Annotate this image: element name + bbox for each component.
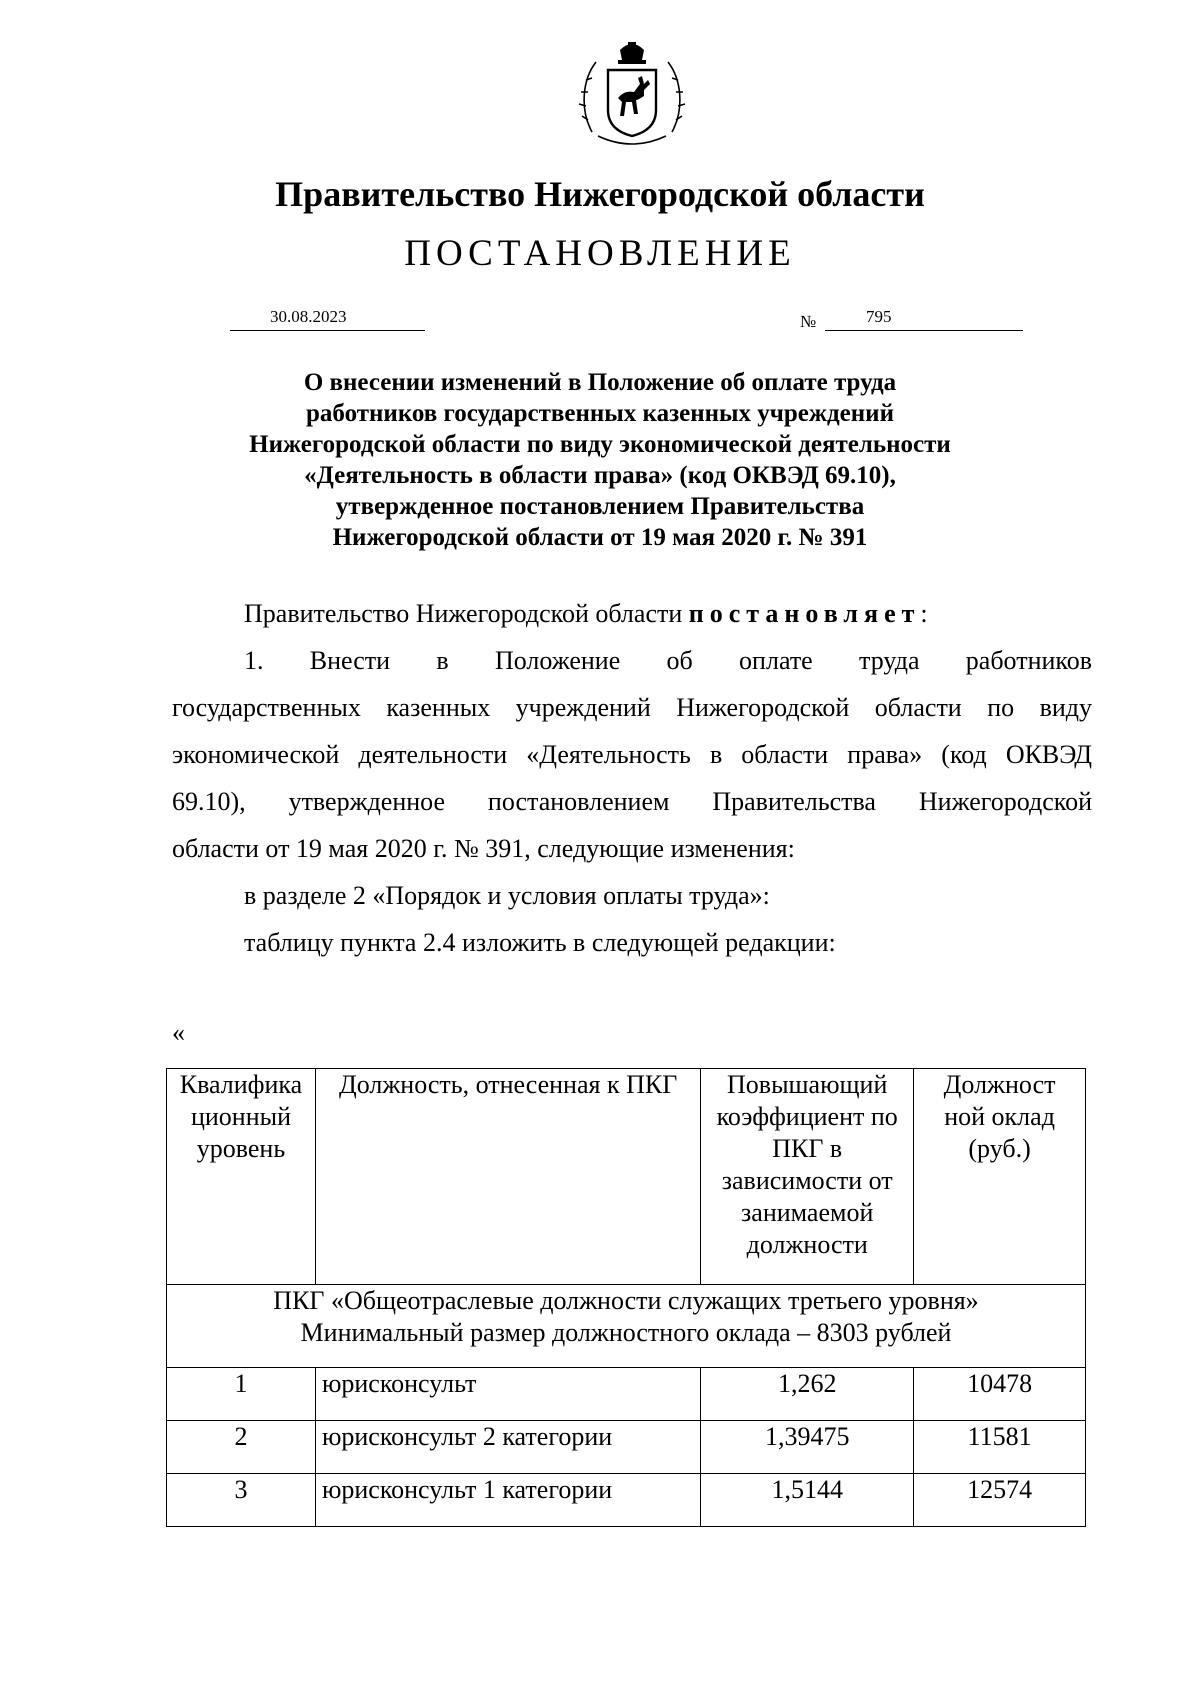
level-cell: 1 [167,1368,316,1421]
subject-line: «Деятельность в области права» (код ОКВЭД 69.10), [304,462,896,489]
salary-table [166,1068,1086,1527]
decree-number: 795 [866,307,892,326]
coef-cell: 1,5144 [701,1474,914,1527]
decree-body [172,599,1092,966]
section-line: в разделе 2 «Порядок и условия оплаты труда»: [244,881,770,910]
item1-line: 1. Внести в Положение об оплате труда работников [244,646,1092,675]
group-min-salary: Минимальный размер должностного оклада – 8303 рублей [300,1318,952,1347]
coef-cell: 1,262 [701,1368,914,1421]
subject-line: Нижегородской области по виду экономической деятельности [249,431,951,458]
header-cell: Повышающий коэффициент по ПКГ в зависимости от занимаемой должности [701,1069,914,1285]
level-cell: 3 [167,1474,316,1527]
group-row [167,1285,1086,1368]
table-header-row [167,1069,1086,1285]
coef-cell: 1,39475 [701,1421,914,1474]
salary-cell: 10478 [914,1368,1086,1421]
header-cell: Должност ной оклад (руб.) [914,1069,1086,1285]
salary-cell: 11581 [914,1421,1086,1474]
table-intro-line: таблицу пункта 2.4 изложить в следующей редакции: [244,928,836,957]
subject-line: Нижегородской области от 19 мая 2020 г. № 391 [332,524,868,551]
subject-line: работников государственных казенных учреждений [306,400,894,427]
preamble: Правительство Нижегородской области постановляет: [244,599,928,628]
preamble-verb: постановляет [688,599,921,628]
subject-line: утвержденное постановлением Правительства [335,493,865,520]
position-cell: юрисконсульт [315,1368,700,1421]
table-row [167,1474,1086,1527]
number-sign: № [800,312,817,331]
position-cell: юрисконсульт 1 категории [315,1474,700,1527]
decree-date: 30.08.2023 [270,307,347,326]
number-underline [825,330,1023,331]
header-cell: Должность, отнесенная к ПКГ [315,1069,700,1285]
date-underline [230,330,425,331]
government-name: Правительство Нижегородской области [275,174,925,214]
position-cell: юрисконсульт 2 категории [315,1421,700,1474]
item1-line: государственных казенных учреждений Нижегородской области по виду [172,693,1092,722]
open-quote: « [172,1018,185,1047]
item1-line: области от 19 мая 2020 г. № 391, следующие изменения: [172,834,795,863]
table-row [167,1421,1086,1474]
decree-subject [160,367,1040,553]
item1-line: 69.10), утвержденное постановлением Правительства Нижегородской [172,787,1092,816]
header-cell: Квалифика ционный уровень [167,1069,316,1285]
coat-of-arms-icon [578,40,686,148]
item1-line: экономической деятельности «Деятельность в области права» (код ОКВЭД [172,740,1092,769]
salary-cell: 12574 [914,1474,1086,1527]
group-title: ПКГ «Общеотраслевые должности служащих третьего уровня» [273,1286,979,1315]
document-type: ПОСТАНОВЛЕНИЕ [404,233,796,274]
level-cell: 2 [167,1421,316,1474]
subject-line: О внесении изменений в Положение об оплате труда [303,369,897,396]
table-row [167,1368,1086,1421]
group-cell [167,1285,1086,1368]
